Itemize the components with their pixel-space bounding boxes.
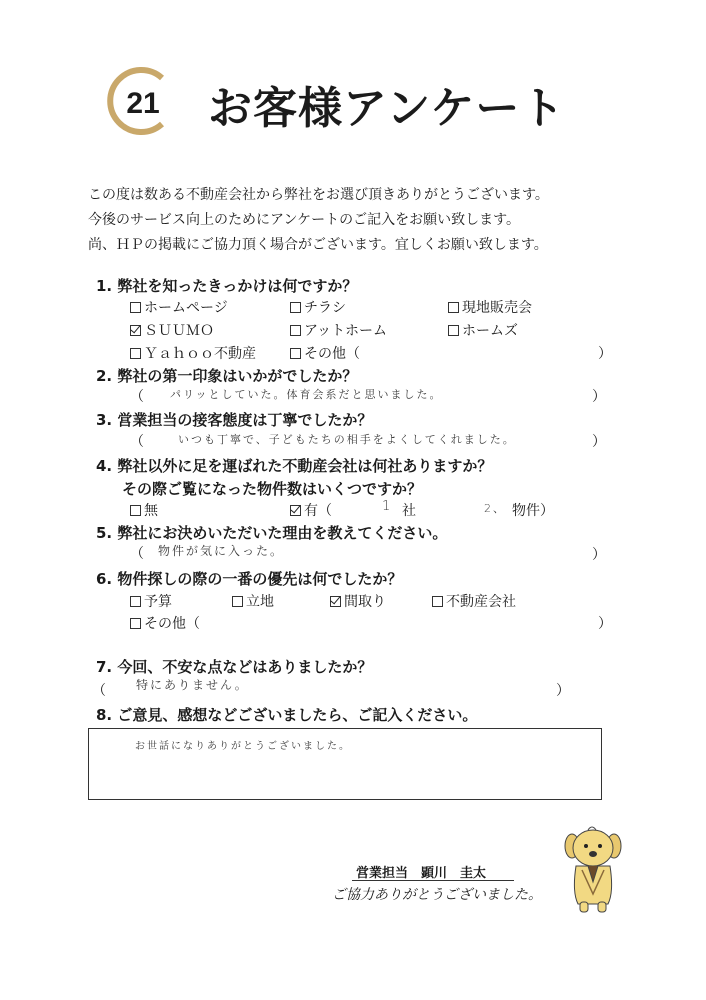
checkbox-checked[interactable] <box>130 325 141 336</box>
question-4-sub: その際ご覧になった物件数はいくつですか？ <box>122 480 423 498</box>
checkbox[interactable] <box>232 596 243 607</box>
q1-option-yahoo[interactable]: Ｙａｈｏｏ不動産 <box>130 343 256 363</box>
thanks-message: ご協力ありがとうございました。 <box>332 887 542 903</box>
checkbox[interactable] <box>130 505 141 516</box>
intro-line-2: 今後のサービス向上のためにアンケートのご記入をお願い致します。 <box>88 212 521 228</box>
q6-option-location[interactable]: 立地 <box>232 591 274 611</box>
q7-answer: 特にありません。 <box>136 678 249 692</box>
q6-option-other[interactable]: その他（ <box>130 613 200 633</box>
q7-open: （ <box>92 683 106 699</box>
question-4: 4. 弊社以外に足を運ばれた不動産会社は何社ありますか？ <box>96 457 493 475</box>
checkbox[interactable] <box>448 302 459 313</box>
checkbox[interactable] <box>130 302 141 313</box>
q4-company-unit: 社 <box>402 503 416 519</box>
century21-logo <box>104 64 178 138</box>
q3-answer: いつも丁寧で、子どもたちの相手をよくしてくれました。 <box>178 433 516 446</box>
q1-option-athome[interactable]: アットホーム <box>290 320 387 340</box>
q5-answer: 物件が気に入った。 <box>158 544 285 558</box>
q5-open: （ <box>130 546 144 562</box>
logo-text: 21 <box>126 87 160 120</box>
question-2: 2. 弊社の第一印象はいかがでしたか？ <box>96 367 358 385</box>
q4-property-count: 2、 <box>484 502 506 515</box>
q1-other-close: ） <box>598 346 612 362</box>
q4-option-yes[interactable]: 有（ <box>290 500 332 520</box>
q2-close: ） <box>592 389 606 405</box>
question-5: 5. 弊社にお決めいただいた理由を教えてください。 <box>96 524 448 542</box>
question-6: 6. 物件探しの際の一番の優先は何でしたか？ <box>96 570 403 588</box>
question-3: 3. 営業担当の接客態度は丁寧でしたか？ <box>96 411 373 429</box>
checkbox[interactable] <box>432 596 443 607</box>
q5-close: ） <box>592 547 606 563</box>
comment-box[interactable] <box>88 728 602 800</box>
checkbox-checked[interactable] <box>330 596 341 607</box>
q8-answer: お世話になりありがとうございました。 <box>135 741 351 752</box>
checkbox[interactable] <box>290 348 301 359</box>
checkbox[interactable] <box>290 325 301 336</box>
q1-option-open-house[interactable]: 現地販売会 <box>448 297 532 317</box>
q1-option-homepage[interactable]: ホームページ <box>130 297 228 317</box>
page-title: お客様アンケート <box>208 83 566 134</box>
q1-option-flyer[interactable]: チラシ <box>290 297 346 317</box>
q2-open: （ <box>130 389 144 405</box>
checkbox[interactable] <box>130 596 141 607</box>
intro-line-3: 尚、ＨＰの掲載にご協力頂く場合がございます。宜しくお願い致します。 <box>88 237 548 253</box>
q3-open: （ <box>130 434 144 450</box>
q6-option-floorplan[interactable]: 間取り <box>330 591 386 611</box>
q6-option-agency[interactable]: 不動産会社 <box>432 591 516 611</box>
intro-line-1: この度は数ある不動産会社から弊社をお選び頂きありがとうございます。 <box>88 187 549 203</box>
q4-company-count: 1 <box>382 499 393 514</box>
checkbox[interactable] <box>130 348 141 359</box>
checkbox[interactable] <box>290 302 301 313</box>
q1-option-homes[interactable]: ホームズ <box>448 320 518 340</box>
staff-underline <box>352 880 514 881</box>
checkbox-checked[interactable] <box>290 505 301 516</box>
dog-mascot-icon <box>560 822 626 914</box>
question-1: 1. 弊社を知ったきっかけは何ですか？ <box>96 277 358 295</box>
q6-other-close: ） <box>598 616 612 632</box>
q4-option-none[interactable]: 無 <box>130 500 158 520</box>
q4-property-unit: 物件） <box>512 503 554 519</box>
q7-close: ） <box>556 683 570 699</box>
checkbox[interactable] <box>448 325 459 336</box>
q1-option-other[interactable]: その他（ <box>290 343 360 363</box>
q6-option-budget[interactable]: 予算 <box>130 591 172 611</box>
q1-option-suumo[interactable]: ＳＵＵＭＯ <box>130 320 214 340</box>
question-8: 8. ご意見、感想などございましたら、ご記入ください。 <box>96 706 478 724</box>
q3-close: ） <box>592 434 606 450</box>
checkbox[interactable] <box>130 618 141 629</box>
staff-name: 営業担当 顕川 圭太 <box>356 866 487 881</box>
q2-answer: パリッとしていた。体育会系だと思いました。 <box>170 388 443 401</box>
question-7: 7. 今回、不安な点などはありましたか？ <box>96 658 373 676</box>
